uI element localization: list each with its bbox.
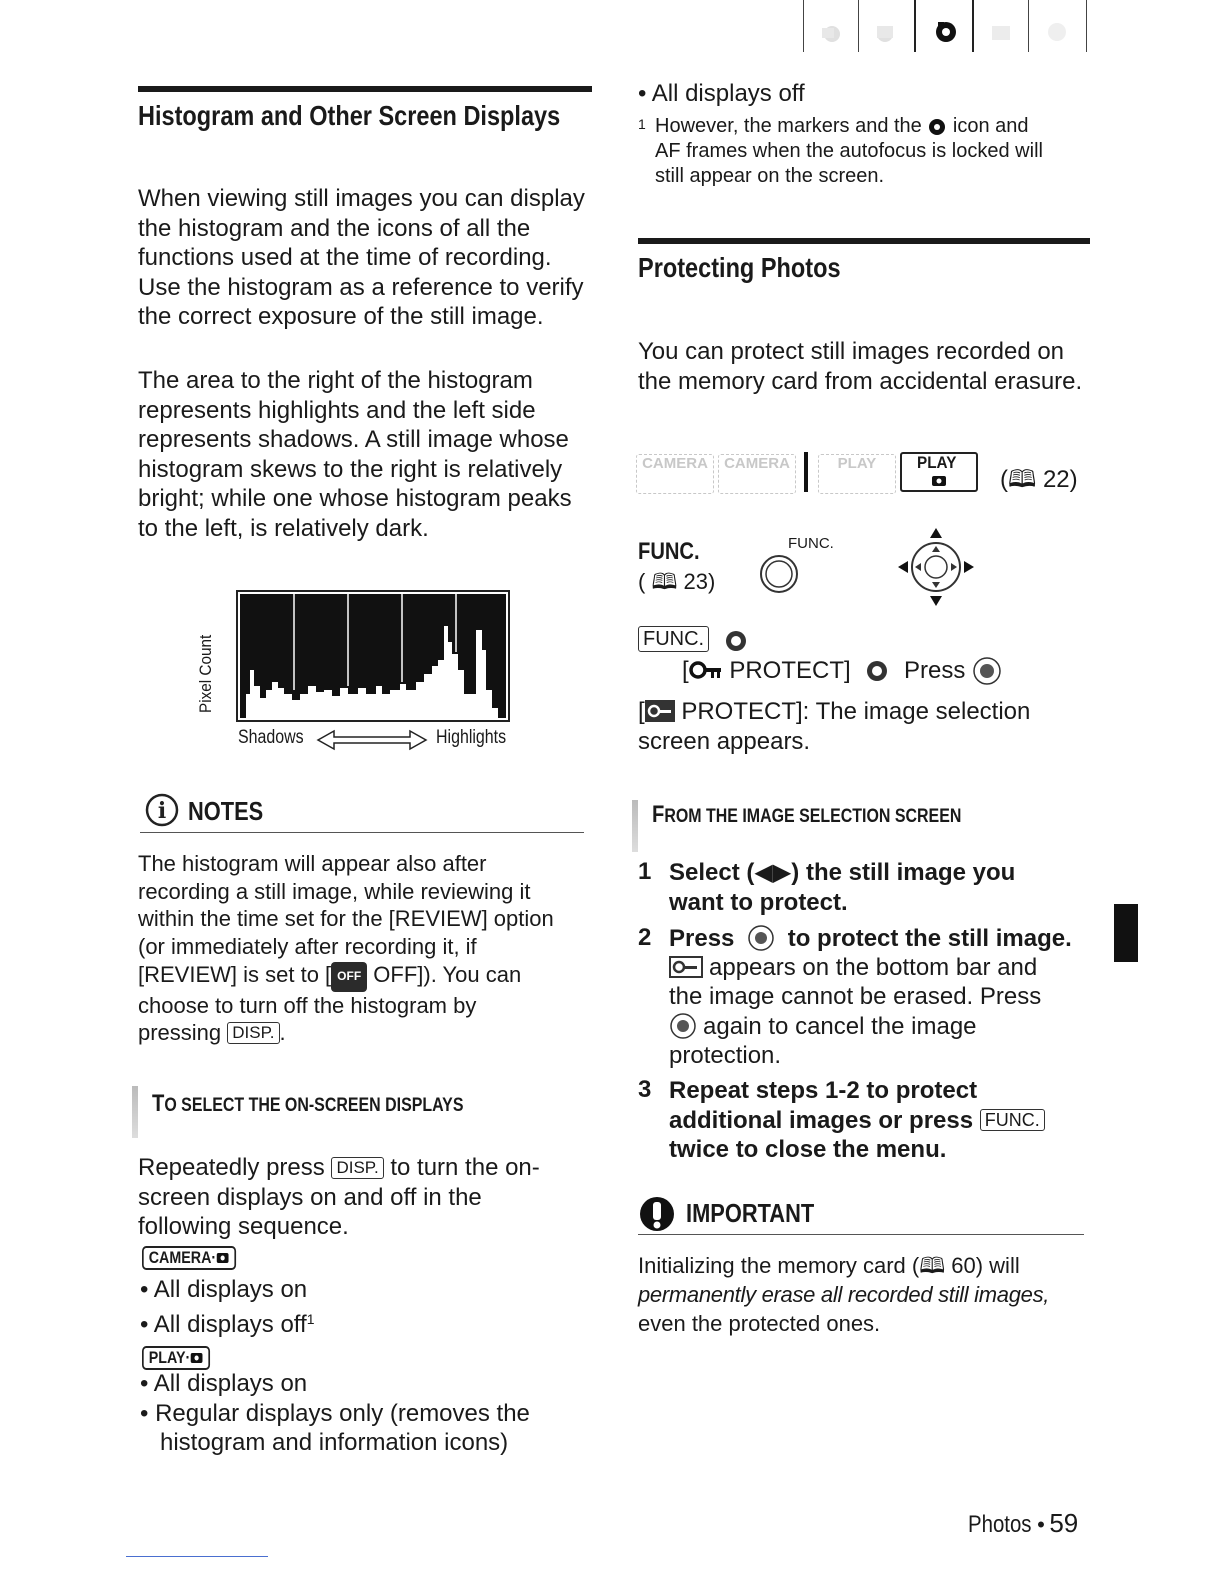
notes-body bbox=[138, 850, 598, 1047]
all-displays-off-item: • All displays off bbox=[638, 80, 805, 107]
tab-playback-icon bbox=[972, 0, 1030, 52]
important-body: Initializing the memory card (🕮 60) will permanently erase all recorded still images, even the protected ones. bbox=[638, 1253, 1050, 1336]
important-header bbox=[638, 1194, 1084, 1235]
protect-result: [ PROTECT]: The image selection screen appears. bbox=[638, 698, 1031, 755]
mode-availability bbox=[636, 450, 1096, 496]
mode-tab-bar bbox=[800, 0, 1090, 52]
func-button-icon bbox=[758, 553, 800, 595]
func-key: FUNC. bbox=[638, 626, 709, 652]
svg-text:i: i bbox=[157, 798, 167, 824]
step-number: 3 bbox=[638, 1076, 652, 1103]
protect-key-icon bbox=[689, 659, 723, 681]
notes-line: within the time set for the [REVIEW] option bbox=[138, 906, 554, 932]
step-number: 2 bbox=[638, 924, 652, 951]
list-item: histogram and information icons) bbox=[160, 1429, 509, 1457]
set-button-icon bbox=[972, 656, 1002, 686]
subsection-title-selection: FROM THE IMAGE SELECTION SCREEN bbox=[652, 801, 962, 828]
info-icon bbox=[144, 792, 180, 828]
photo-icon bbox=[930, 474, 948, 486]
notes-line: (or immediately after recording it, if bbox=[138, 934, 477, 960]
page-reference: (🕮 22) bbox=[1000, 466, 1078, 493]
notes-title: NOTES bbox=[188, 796, 264, 826]
bottom-rule bbox=[126, 1556, 268, 1557]
mode-chip-camera-video: CAMERA bbox=[636, 454, 714, 494]
footer-bullet: • bbox=[1037, 1512, 1045, 1537]
play-mode-badge: PLAY· bbox=[142, 1346, 223, 1370]
photo-icon bbox=[216, 1251, 229, 1263]
subsection-marker bbox=[132, 1086, 138, 1138]
notes-line: pressing DISP. . bbox=[138, 1020, 286, 1046]
notes-line: choose to turn off the histogram by bbox=[138, 992, 477, 1018]
page-footer bbox=[968, 1508, 1078, 1539]
off-badge: OFF bbox=[331, 962, 367, 992]
histogram-explanation-paragraph: The area to the right of the histogram represents highlights and the left side represents shadows. A still image whose histogram skews to the right is relatively bright; while one whose histogram peaks to the left, is relatively dark. bbox=[138, 367, 572, 542]
protect-menu-step: [ PROTECT] Press bbox=[682, 656, 1002, 686]
section-rule bbox=[138, 86, 592, 92]
important-icon bbox=[638, 1196, 676, 1236]
notes-line: The histogram will appear also after bbox=[138, 851, 487, 876]
camera-mode-badge: CAMERA· bbox=[142, 1246, 254, 1270]
play-display-list bbox=[140, 1369, 600, 1458]
disp-key: DISP. bbox=[331, 1157, 383, 1179]
tab-video-icon bbox=[803, 0, 860, 52]
protect-key-icon bbox=[645, 700, 675, 722]
list-item: • All displays on bbox=[140, 1276, 308, 1303]
arrow-circle-icon bbox=[724, 629, 748, 653]
tab-camera-icon bbox=[858, 0, 915, 52]
disp-key: DISP. bbox=[227, 1022, 279, 1044]
subsection-title-displays: TO SELECT THE ON-SCREEN DISPLAYS bbox=[152, 1090, 464, 1117]
protected-status-icon bbox=[669, 956, 703, 978]
set-button-icon bbox=[747, 924, 775, 952]
double-arrow-icon bbox=[316, 729, 428, 751]
notes-line: recording a still image, while reviewing it bbox=[138, 878, 531, 904]
photo-icon bbox=[190, 1351, 203, 1363]
list-item: • All displays on bbox=[140, 1370, 308, 1397]
func-key-step bbox=[638, 626, 748, 653]
notes-line: [REVIEW] is set to [ OFF OFF]). You can bbox=[138, 961, 598, 992]
mode-divider bbox=[804, 452, 808, 492]
list-item: • Regular displays only (removes the bbox=[140, 1399, 530, 1427]
joystick-icon bbox=[894, 526, 978, 608]
subsection-marker bbox=[632, 800, 638, 852]
arrow-circle-icon bbox=[865, 659, 889, 683]
set-button-icon bbox=[669, 1012, 697, 1040]
step-3-text: Repeat steps 1-2 to protect additional images or press FUNC. twice to close the menu. bbox=[669, 1076, 1099, 1165]
step-2-text: Press to protect the still image. appears on the bottom bar and the image cannot be erased. Press again to cancel the image protection. bbox=[669, 925, 1072, 1069]
step-number: 1 bbox=[638, 858, 652, 885]
notes-header bbox=[140, 790, 584, 833]
footer-section-label: Photos bbox=[968, 1511, 1032, 1538]
histogram-y-axis-label: Pixel Count bbox=[196, 634, 215, 713]
histogram-shadows-label: Shadows bbox=[238, 727, 304, 748]
section-rule bbox=[638, 238, 1090, 244]
func-label: FUNC. bbox=[638, 538, 700, 565]
tab-divider bbox=[1086, 0, 1087, 52]
section-title-protecting: Protecting Photos bbox=[638, 252, 841, 283]
chapter-tab-marker bbox=[1114, 904, 1138, 962]
tab-settings-icon bbox=[1028, 0, 1085, 52]
tab-photo-icon bbox=[914, 0, 972, 52]
func-button-caption: FUNC. bbox=[788, 535, 834, 552]
mode-chip-play-photo-active: PLAY bbox=[900, 452, 978, 492]
histogram-figure bbox=[190, 585, 520, 765]
func-key: FUNC. bbox=[980, 1109, 1045, 1131]
histogram-highlights-label: Highlights bbox=[436, 727, 507, 748]
section-title-histogram: Histogram and Other Screen Displays bbox=[138, 100, 561, 131]
footnote: 1 However, the markers and the icon and AF frames when the autofocus is locked will still appear on the screen. bbox=[638, 115, 1043, 187]
important-title: IMPORTANT bbox=[686, 1198, 815, 1228]
list-item: • All displays off$^1$ bbox=[140, 1310, 315, 1338]
func-page-reference: ( 🕮 23) bbox=[638, 569, 716, 594]
displays-paragraph: Repeatedly press DISP. to turn the on- screen displays on and off in the following sequence. bbox=[138, 1154, 540, 1241]
page-number: 59 bbox=[1049, 1508, 1079, 1538]
mode-chip-camera-photo: CAMERA bbox=[718, 454, 796, 494]
histogram-intro-paragraph: When viewing still images you can display the histogram and the icons of all the functions used at the time of recording. Use the histogram as a reference to verify the correct exposure of the still image. bbox=[138, 185, 585, 331]
camera-display-list bbox=[140, 1275, 315, 1339]
protecting-paragraph: You can protect still images recorded on the memory card from accidental erasure. bbox=[638, 338, 1083, 395]
photo-icon bbox=[927, 117, 947, 135]
step-1-text: Select (◀▶) the still image you want to protect. bbox=[669, 859, 1016, 916]
mode-chip-play-video: PLAY bbox=[818, 454, 896, 494]
histogram-graph bbox=[236, 590, 510, 722]
